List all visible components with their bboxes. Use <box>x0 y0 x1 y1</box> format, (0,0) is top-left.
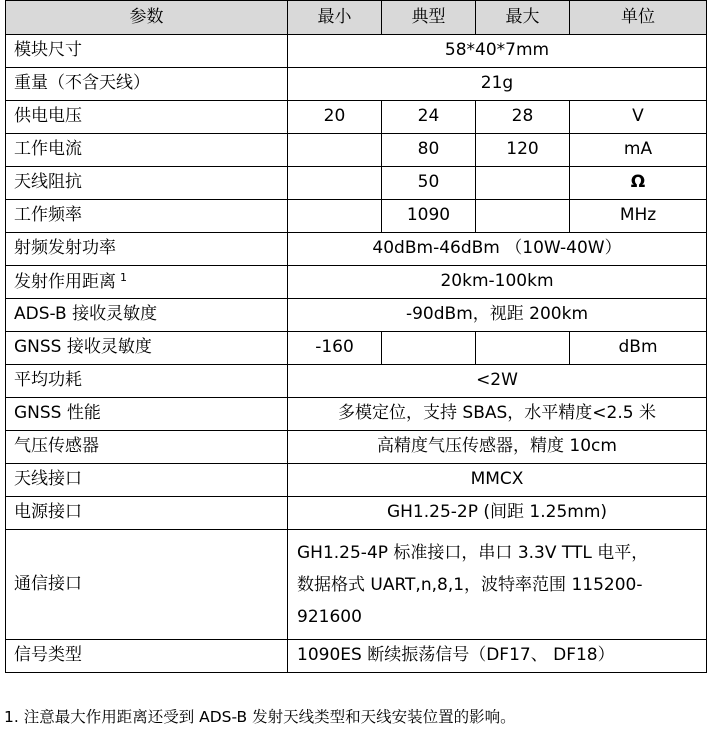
row-name: 电源接口 <box>6 497 288 530</box>
row-name: 信号类型 <box>6 640 288 673</box>
cell-max <box>476 200 570 233</box>
table-row <box>6 332 707 365</box>
table-row <box>6 68 707 101</box>
row-value: 高精度气压传感器，精度 10cm <box>288 431 707 464</box>
cell-unit: V <box>570 101 707 134</box>
table-row <box>6 167 707 200</box>
table-row <box>6 640 707 673</box>
row-value-multiline <box>288 530 707 640</box>
table-row <box>6 233 707 266</box>
header-unit: 单位 <box>570 1 707 35</box>
spec-table <box>5 0 707 673</box>
row-value: -90dBm，视距 200km <box>288 299 707 332</box>
cell-max <box>476 167 570 200</box>
comm-line-2: 数据格式 UART,n,8,1，波特率范围 115200- <box>297 574 643 595</box>
table-header-row <box>6 1 707 35</box>
row-value: GH1.25-2P (间距 1.25mm) <box>288 497 707 530</box>
row-value: 多模定位，支持 SBAS，水平精度<2.5 米 <box>288 398 707 431</box>
cell-typical: 24 <box>382 101 476 134</box>
row-value: 40dBm-46dBm （10W-40W） <box>288 233 707 266</box>
cell-typical: 50 <box>382 167 476 200</box>
row-name: 供电电压 <box>6 101 288 134</box>
table-row <box>6 464 707 497</box>
row-name: 工作电流 <box>6 134 288 167</box>
row-value: 58*40*7mm <box>288 35 707 68</box>
comm-line-1: GH1.25-4P 标准接口，串口 3.3V TTL 电平， <box>297 542 649 563</box>
row-value: <2W <box>288 365 707 398</box>
row-name-cell <box>6 266 288 299</box>
header-min: 最小 <box>288 1 382 35</box>
cell-unit: Ω <box>570 167 707 200</box>
row-name: GNSS 接收灵敏度 <box>6 332 288 365</box>
cell-max <box>476 332 570 365</box>
table-row <box>6 134 707 167</box>
cell-min <box>288 134 382 167</box>
row-name: 通信接口 <box>6 530 288 640</box>
header-typical: 典型 <box>382 1 476 35</box>
row-value: 21g <box>288 68 707 101</box>
row-name: ADS-B 接收灵敏度 <box>6 299 288 332</box>
cell-min: -160 <box>288 332 382 365</box>
footnote: 1. 注意最大作用距离还受到 ADS-B 发射天线类型和天线安装位置的影响。 <box>4 708 516 726</box>
cell-typical <box>382 332 476 365</box>
cell-max: 120 <box>476 134 570 167</box>
cell-min <box>288 167 382 200</box>
table-row <box>6 101 707 134</box>
footnote-ref: 1 <box>120 270 127 284</box>
table-row <box>6 299 707 332</box>
row-name: 平均功耗 <box>6 365 288 398</box>
table-row <box>6 200 707 233</box>
cell-typical: 1090 <box>382 200 476 233</box>
cell-typical: 80 <box>382 134 476 167</box>
table-row <box>6 398 707 431</box>
row-name: 发射作用距离 <box>14 271 116 292</box>
table-row <box>6 431 707 464</box>
cell-max: 28 <box>476 101 570 134</box>
row-value: MMCX <box>288 464 707 497</box>
row-name: 重量（不含天线） <box>6 68 288 101</box>
row-name: 天线阻抗 <box>6 167 288 200</box>
comm-line-3: 921600 <box>297 606 362 627</box>
cell-min: 20 <box>288 101 382 134</box>
row-name: 天线接口 <box>6 464 288 497</box>
row-name: 工作频率 <box>6 200 288 233</box>
table-row <box>6 497 707 530</box>
row-name: GNSS 性能 <box>6 398 288 431</box>
cell-unit: MHz <box>570 200 707 233</box>
row-name: 模块尺寸 <box>6 35 288 68</box>
table-row <box>6 530 707 640</box>
row-value: 1090ES 断续振荡信号（DF17、 DF18） <box>288 640 707 673</box>
row-name: 气压传感器 <box>6 431 288 464</box>
row-value: 20km-100km <box>288 266 707 299</box>
header-param: 参数 <box>6 1 288 35</box>
table-row <box>6 35 707 68</box>
row-name: 射频发射功率 <box>6 233 288 266</box>
table-row <box>6 365 707 398</box>
cell-unit: mA <box>570 134 707 167</box>
header-max: 最大 <box>476 1 570 35</box>
table-row <box>6 266 707 299</box>
cell-min <box>288 200 382 233</box>
cell-unit: dBm <box>570 332 707 365</box>
